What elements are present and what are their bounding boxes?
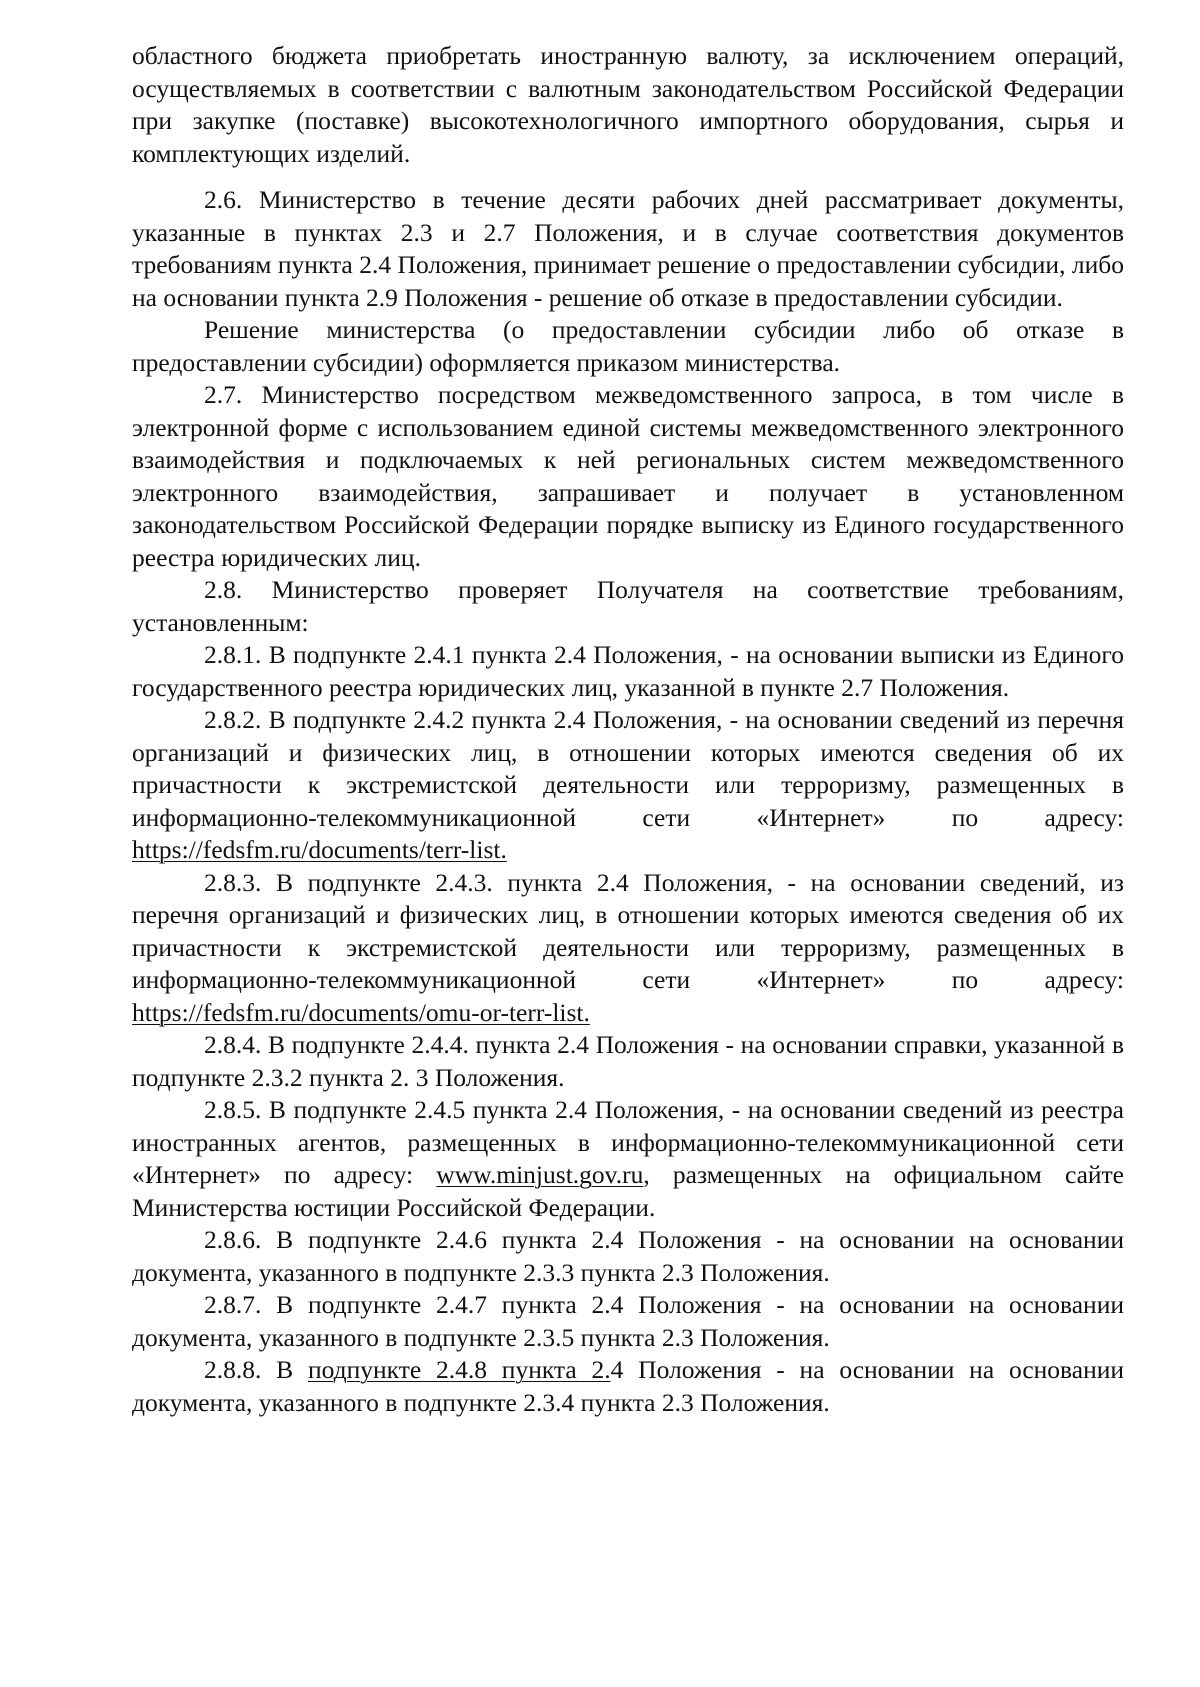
terr-list-link[interactable]: https://fedsfm.ru/documents/terr-list. bbox=[132, 835, 507, 864]
paragraph-2-8-8-lead: 2.8.8. В bbox=[204, 1355, 308, 1384]
paragraph-2-8: 2.8. Министерство проверяет Получателя на соответствие требованиям, установленным: bbox=[132, 575, 1124, 637]
paragraph-2-8-5-text: 2.8.5. В подпункте 2.4.5 пункта 2.4 Положения, - на основании сведений из реестра иностранных агентов, размещенных в информационно-телекоммуникационной сети «Интернет» по адресу: bbox=[132, 1095, 1124, 1189]
paragraph-2-8-3 bbox=[132, 867, 1124, 1030]
paragraph-2-8-7: 2.8.7. В подпункте 2.4.7 пункта 2.4 Положения - на основании на основании документа, указанного в подпункте 2.3.5 пункта 2.3 Положения. bbox=[132, 1290, 1124, 1352]
paragraph-2-8-1: 2.8.1. В подпункте 2.4.1 пункта 2.4 Положения, - на основании выписки из Единого государственного реестра юридических лиц, указанной в пункте 2.7 Положения. bbox=[132, 640, 1124, 702]
paragraph-2-8-8-underlined: подпункте 2.4.8 пункта 2. bbox=[308, 1355, 611, 1384]
paragraph-2-6-decision: Решение министерства (о предоставлении субсидии либо об отказе в предоставлении субсидии) оформляется приказом министерства. bbox=[132, 315, 1124, 377]
paragraph-2-8-5-tail: , размещенных на официальном сайте Министерства юстиции Российской Федерации. bbox=[132, 1160, 1124, 1222]
paragraph-2-8-5 bbox=[132, 1094, 1124, 1224]
paragraph-2-8-8-tail: 4 Положения - на основании на основании документа, указанного в подпункте 2.3.4 пункта 2.3 Положения. bbox=[132, 1355, 1125, 1417]
paragraph-2-8-2-text: 2.8.2. В подпункте 2.4.2 пункта 2.4 Положения, - на основании сведений из перечня организаций и физических лиц, в отношении которых имеются сведения об их причастности к экстремистской деятельности или терроризму, размещенных в информационно-телекоммуникационной сети «Интернет» по адресу: bbox=[132, 705, 1124, 832]
paragraph-2-8-6: 2.8.6. В подпункте 2.4.6 пункта 2.4 Положения - на основании на основании документа, указанного в подпункте 2.3.3 пункта 2.3 Положения. bbox=[132, 1225, 1124, 1287]
omu-or-terr-list-link[interactable]: https://fedsfm.ru/documents/omu-or-terr-list. bbox=[132, 997, 590, 1027]
document-page bbox=[132, 40, 1124, 1419]
minjust-link[interactable]: www.minjust.gov.ru bbox=[436, 1160, 644, 1189]
paragraph-2-8-8 bbox=[132, 1354, 1124, 1419]
paragraph-2-7: 2.7. Министерство посредством межведомственного запроса, в том числе в электронной форме с использованием единой системы межведомственного электронного взаимодействия и подключаемых к ней региональных систем межведомственного электронного взаимодействия, запрашивает и получает в установленном законодательством Российской Федерации порядке выписку из Единого государственного реестра юридических лиц. bbox=[132, 380, 1124, 572]
paragraph-2-8-2 bbox=[132, 704, 1124, 867]
paragraph-2-6: 2.6. Министерство в течение десяти рабочих дней рассматривает документы, указанные в пунктах 2.3 и 2.7 Положения, и в случае соответствия документов требованиям пункта 2.4 Положения, принимает решение о предоставлении субсидии, либо на основании пункта 2.9 Положения - решение об отказе в предоставлении субсидии. bbox=[132, 185, 1124, 312]
paragraph-continuation: областного бюджета приобретать иностранную валюту, за исключением операций, осуществляемых в соответствии с валютным законодательством Российской Федерации при закупке (поставке) высокотехнологичного импортного оборудования, сырья и комплектующих изделий. bbox=[132, 41, 1124, 168]
paragraph-2-8-4: 2.8.4. В подпункте 2.4.4. пункта 2.4 Положения - на основании справки, указанной в подпункте 2.3.2 пункта 2. 3 Положения. bbox=[132, 1030, 1124, 1092]
paragraph-2-8-3-text: 2.8.3. В подпункте 2.4.3. пункта 2.4 Положения, - на основании сведений, из перечня организаций и физических лиц, в отношении которых имеются сведения об их причастности к экстремистской деятельности или терроризму, размещенных в информационно-телекоммуникационной сети «Интернет» по адресу: bbox=[132, 867, 1124, 994]
